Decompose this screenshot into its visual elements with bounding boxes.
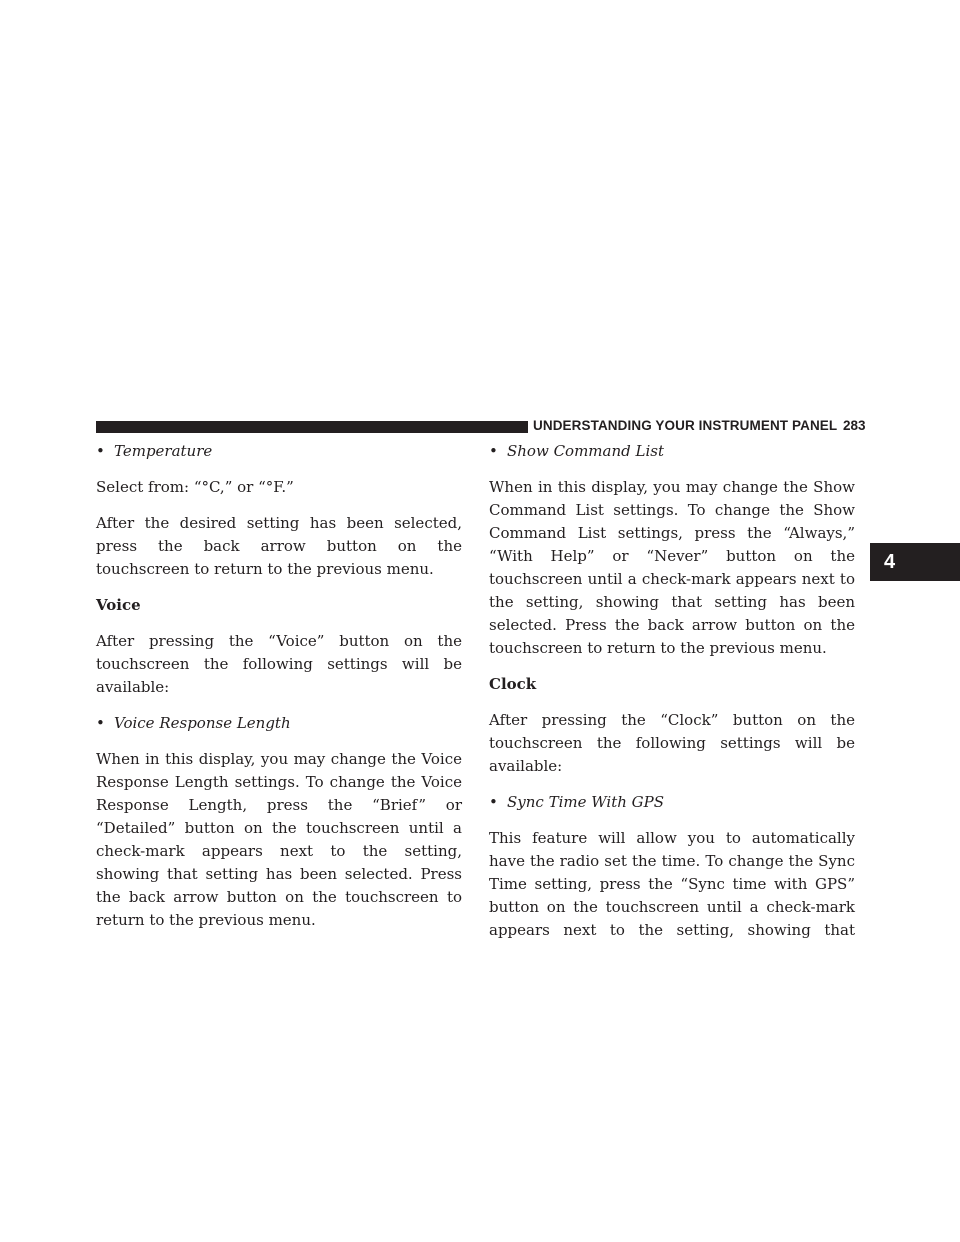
bullet-show-command: Show Command List: [507, 442, 664, 460]
bullet-sync-time: Sync Time With GPS: [507, 793, 665, 811]
paragraph: After pressing the “Clock” button on the touchscreen the following settings will be available:: [489, 711, 855, 775]
section-heading-voice: Voice: [96, 596, 141, 614]
page-number: 283: [843, 418, 866, 433]
bullet-icon: •: [489, 793, 498, 811]
bullet-icon: •: [489, 442, 498, 460]
bullet-icon: •: [96, 442, 105, 460]
paragraph: When in this display, you may change the Voice Response Length settings. To change the Voice Response Length, press the “Brief” or “Detailed” button on the touchscreen until a check-mark appears next to the setting, showing that setting has been selected. Press the back arrow button on the touchscreen to return to the previous menu.: [96, 750, 462, 929]
chapter-tab: 4: [870, 543, 960, 581]
running-header: UNDERSTANDING YOUR INSTRUMENT PANEL: [533, 418, 838, 433]
paragraph: When in this display, you may change the Show Command List settings. To change the Show Command List settings, press the “Always,” “With Help” or “Never” button on the touchscreen until a check-mark appears next to the setting, showing that setting has been selected. Press the back arrow button on the touchscreen to return to the previous menu.: [489, 478, 855, 657]
paragraph: After the desired setting has been selected, press the back arrow button on the touchscreen to return to the previous menu.: [96, 514, 462, 578]
bullet-icon: •: [96, 714, 105, 732]
section-heading-clock: Clock: [489, 675, 537, 693]
bullet-temperature: Temperature: [114, 442, 213, 460]
paragraph: After pressing the “Voice” button on the touchscreen the following settings will be available:: [96, 632, 462, 696]
bullet-item: [96, 440, 462, 463]
left-column: [96, 440, 462, 932]
header-rule: [96, 421, 528, 433]
bullet-item: [489, 791, 855, 814]
bullet-item: [96, 712, 462, 735]
bullet-voice-response: Voice Response Length: [114, 714, 291, 732]
bullet-item: [489, 440, 855, 463]
paragraph: This feature will allow you to automatically have the radio set the time. To change the Sync Time setting, press the “Sync time with GPS” button on the touchscreen until a check-mark appears next to the setting, showing that: [489, 829, 855, 939]
paragraph: Select from: “°C,” or “°F.”: [96, 478, 294, 496]
right-column: [489, 440, 855, 942]
